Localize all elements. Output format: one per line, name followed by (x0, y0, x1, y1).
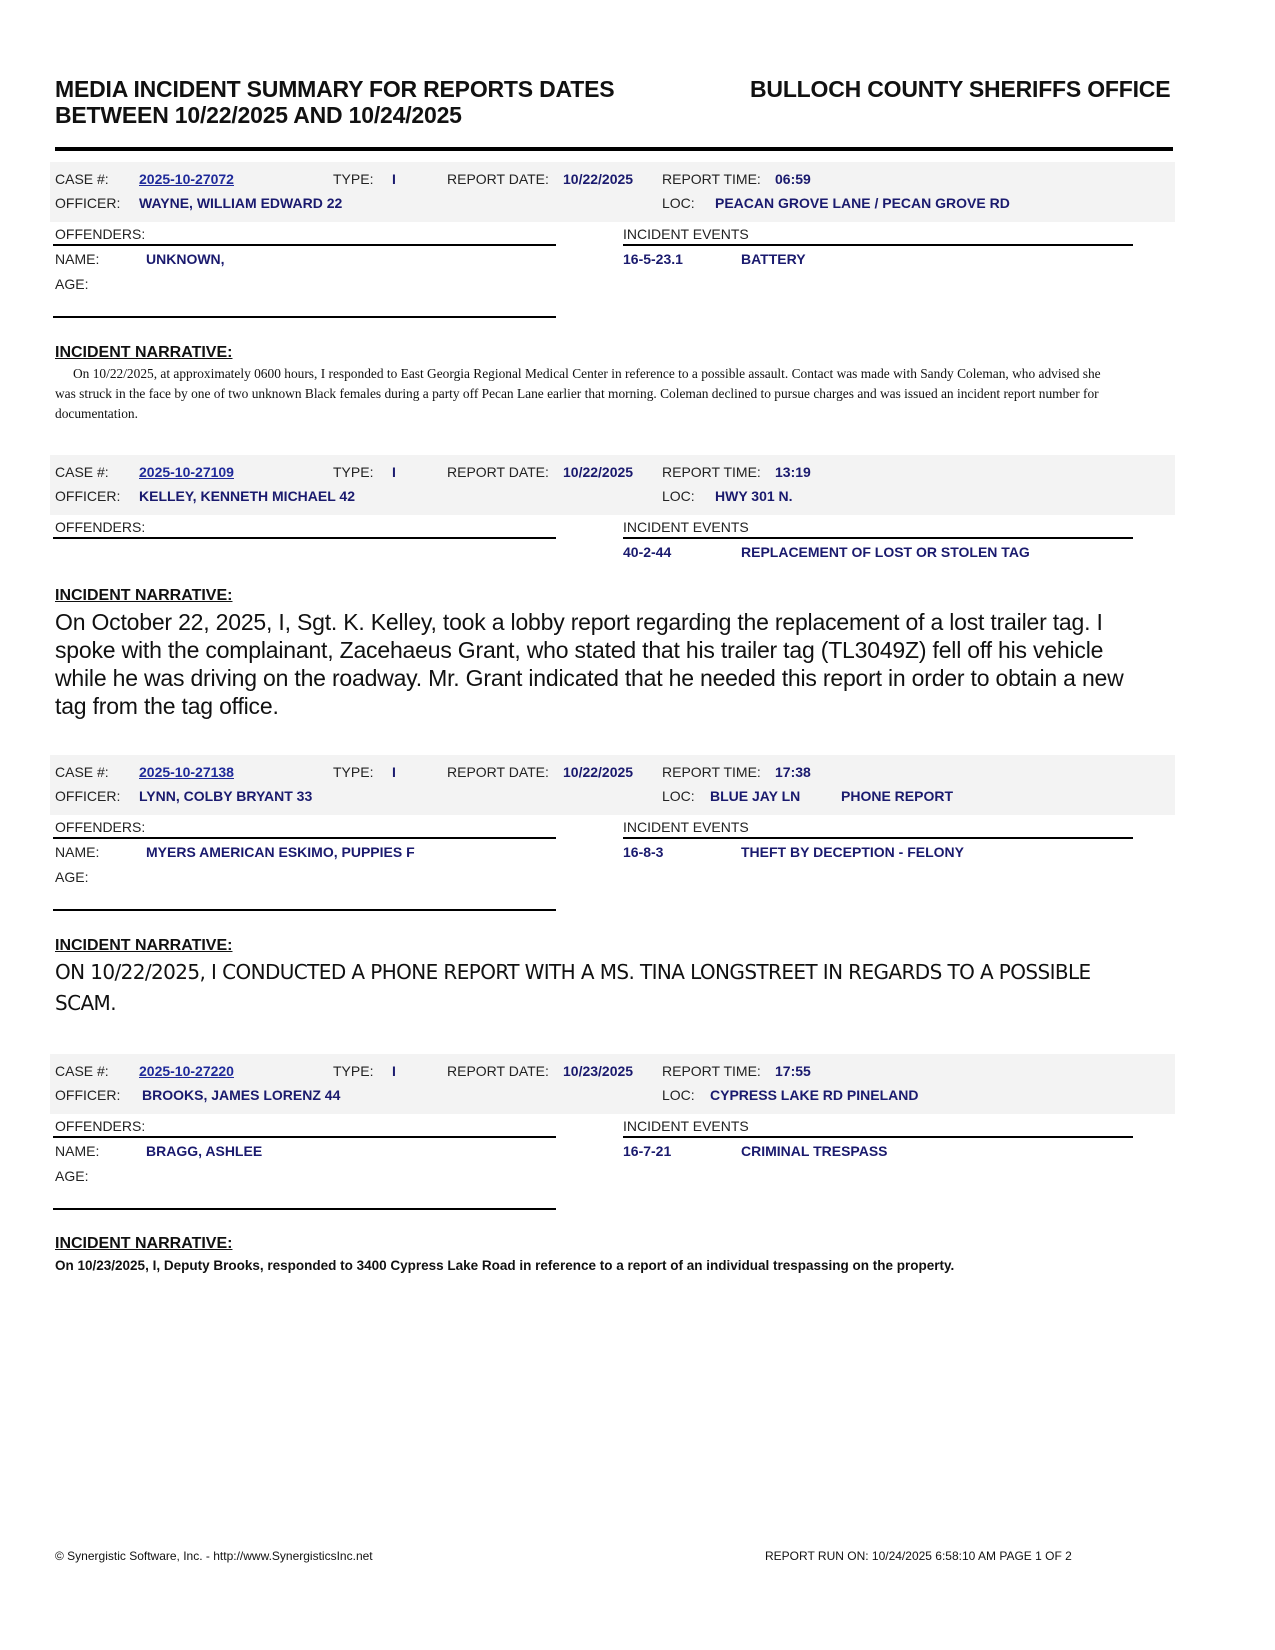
officer-value: BROOKS, JAMES LORENZ 44 (142, 1087, 341, 1103)
offender-section-end-divider (53, 909, 556, 911)
events-divider (623, 837, 1133, 839)
report-title (55, 76, 614, 128)
report-title-line-1: MEDIA INCIDENT SUMMARY FOR REPORTS DATES (55, 76, 615, 102)
officer-label: OFFICER: (55, 1087, 121, 1103)
officer-label: OFFICER: (55, 195, 121, 211)
officer-value: LYNN, COLBY BRYANT 33 (139, 788, 313, 804)
narrative-heading: INCIDENT NARRATIVE: (55, 587, 233, 604)
event-code: 16-5-23.1 (623, 251, 683, 267)
report-date-label: REPORT DATE: (447, 464, 549, 480)
officer-label: OFFICER: (55, 788, 121, 804)
header-divider (55, 147, 1173, 151)
narrative-heading: INCIDENT NARRATIVE: (55, 344, 233, 361)
report-time-value: 13:19 (775, 464, 811, 480)
report-date-label: REPORT DATE: (447, 1063, 549, 1079)
narrative-heading: INCIDENT NARRATIVE: (55, 937, 233, 954)
case-number-link[interactable]: 2025-10-27072 (139, 171, 234, 187)
report-date-value: 10/23/2025 (563, 1063, 634, 1079)
offenders-divider (53, 1136, 556, 1138)
loc-value: BLUE JAY LN (710, 788, 801, 804)
event-description: REPLACEMENT OF LOST OR STOLEN TAG (741, 544, 1030, 560)
offender-section-end-divider (53, 316, 556, 318)
offender-name-label: NAME: (55, 844, 100, 860)
report-time-label: REPORT TIME: (662, 1063, 761, 1079)
offenders-label: OFFENDERS: (55, 226, 146, 242)
loc-label: LOC: (662, 788, 695, 804)
events-divider (623, 244, 1133, 246)
loc-value: CYPRESS LAKE RD PINELAND (710, 1087, 919, 1103)
type-label: TYPE: (333, 1063, 374, 1079)
officer-value: KELLEY, KENNETH MICHAEL 42 (139, 488, 355, 504)
loc-label: LOC: (662, 488, 695, 504)
offenders-divider (53, 837, 556, 839)
agency-name: BULLOCH COUNTY SHERIFFS OFFICE (750, 76, 1171, 102)
offenders-label: OFFENDERS: (55, 519, 146, 535)
report-time-label: REPORT TIME: (662, 464, 761, 480)
offender-name-label: NAME: (55, 251, 100, 267)
footer-report-run-info: REPORT RUN ON: 10/24/2025 6:58:10 AM PAGE 1 OF 2 (765, 1549, 1072, 1563)
report-date-label: REPORT DATE: (447, 764, 549, 780)
event-code: 16-8-3 (623, 844, 664, 860)
events-divider (623, 537, 1133, 539)
case-number-link[interactable]: 2025-10-27109 (139, 464, 234, 480)
officer-value: WAYNE, WILLIAM EDWARD 22 (139, 195, 343, 211)
offenders-divider (53, 537, 556, 539)
narrative-text: ON 10/22/2025, I CONDUCTED A PHONE REPORT WITH A MS. TINA LONGSTREET IN REGARDS TO A POSSIBLE SCAM. (55, 960, 1091, 1015)
report-date-value: 10/22/2025 (563, 464, 634, 480)
offender-age-label: AGE: (55, 869, 89, 885)
report-date-value: 10/22/2025 (563, 171, 634, 187)
offender-name-label: NAME: (55, 1143, 100, 1159)
type-value: I (392, 171, 396, 187)
narrative-text: On October 22, 2025, I, Sgt. K. Kelley, took a lobby report regarding the replacement of a lost trailer tag. I spoke with the complainant, Zacehaeus Grant, who stated that his trailer tag (TL3049Z) fell off his vehicle while he was driving on the roadway. Mr. Grant indicated that he needed this report in order to obtain a new tag from the tag office. (55, 609, 1124, 719)
case-number-link[interactable]: 2025-10-27138 (139, 764, 234, 780)
loc-label: LOC: (662, 195, 695, 211)
events-divider (623, 1136, 1133, 1138)
event-description: BATTERY (741, 251, 806, 267)
type-value: I (392, 1063, 396, 1079)
report-time-value: 06:59 (775, 171, 811, 187)
report-time-label: REPORT TIME: (662, 171, 761, 187)
case-number-link[interactable]: 2025-10-27220 (139, 1063, 234, 1079)
report-time-value: 17:55 (775, 1063, 811, 1079)
type-label: TYPE: (333, 764, 374, 780)
offender-age-label: AGE: (55, 276, 89, 292)
loc-value: PEACAN GROVE LANE / PECAN GROVE RD (715, 195, 1010, 211)
type-value: I (392, 464, 396, 480)
report-date-value: 10/22/2025 (563, 764, 634, 780)
offender-age-label: AGE: (55, 1168, 89, 1184)
loc-value: HWY 301 N. (715, 488, 793, 504)
case-label: CASE #: (55, 1063, 109, 1079)
offender-section-end-divider (53, 1208, 556, 1210)
report-title-line-2: BETWEEN 10/22/2025 AND 10/24/2025 (55, 102, 462, 128)
type-label: TYPE: (333, 171, 374, 187)
case-label: CASE #: (55, 171, 109, 187)
incident-events-label: INCIDENT EVENTS (623, 1118, 749, 1134)
incident-events-label: INCIDENT EVENTS (623, 226, 749, 242)
report-time-value: 17:38 (775, 764, 811, 780)
offender-name-value: UNKNOWN, (146, 251, 225, 267)
offender-name-value: BRAGG, ASHLEE (146, 1143, 263, 1159)
case-label: CASE #: (55, 764, 109, 780)
type-value: I (392, 764, 396, 780)
loc-extra-value: PHONE REPORT (841, 788, 954, 804)
offenders-label: OFFENDERS: (55, 819, 146, 835)
event-code: 40-2-44 (623, 544, 672, 560)
offenders-divider (53, 244, 556, 246)
officer-label: OFFICER: (55, 488, 121, 504)
footer-copyright: © Synergistic Software, Inc. - http://www.SynergisticsInc.net (55, 1549, 373, 1563)
offender-name-value: MYERS AMERICAN ESKIMO, PUPPIES F (146, 844, 415, 860)
narrative-text: On 10/23/2025, I, Deputy Brooks, responded to 3400 Cypress Lake Road in reference to a report of an individual trespassing on the property. (55, 1258, 955, 1273)
incident-events-label: INCIDENT EVENTS (623, 819, 749, 835)
narrative-heading: INCIDENT NARRATIVE: (55, 1235, 233, 1252)
report-time-label: REPORT TIME: (662, 764, 761, 780)
event-description: THEFT BY DECEPTION - FELONY (741, 844, 964, 860)
loc-label: LOC: (662, 1087, 695, 1103)
narrative-text: On 10/22/2025, at approximately 0600 hours, I responded to East Georgia Regional Medical Center in reference to a possible assault. Contact was made with Sandy Coleman, who advised she was struck in the face by one of two unknown Black females during a party off Pecan Lane earlier that morning. Coleman declined to pursue charges and was issued an incident report number for documentation. (55, 366, 1101, 421)
event-code: 16-7-21 (623, 1143, 672, 1159)
incident-events-label: INCIDENT EVENTS (623, 519, 749, 535)
report-date-label: REPORT DATE: (447, 171, 549, 187)
type-label: TYPE: (333, 464, 374, 480)
offenders-label: OFFENDERS: (55, 1118, 146, 1134)
event-description: CRIMINAL TRESPASS (741, 1143, 888, 1159)
case-label: CASE #: (55, 464, 109, 480)
